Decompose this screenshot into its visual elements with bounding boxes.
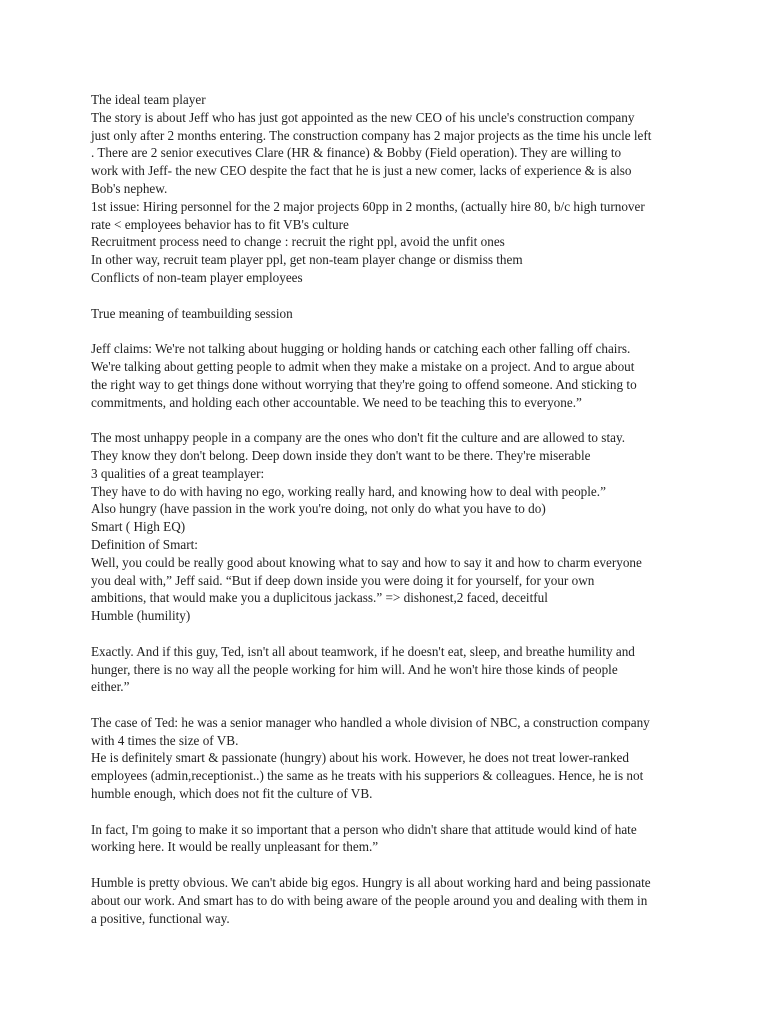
text-line: you deal with,” Jeff said. “But if deep down inside you were doing it for yourself, for your own bbox=[91, 572, 595, 588]
text-line: Smart ( High EQ) bbox=[91, 519, 186, 535]
text-line: He is definitely smart & passionate (hungry) about his work. However, he does not treat lower-ranked bbox=[91, 750, 629, 766]
text-line: humble enough, which does not fit the culture of VB. bbox=[91, 786, 373, 802]
text-line: with 4 times the size of VB. bbox=[91, 732, 239, 748]
text-line: a positive, functional way. bbox=[91, 910, 230, 926]
text-line: Humble (humility) bbox=[91, 608, 191, 624]
text-line: work with Jeff- the new CEO despite the fact that he is just a new comer, lacks of experience & is also bbox=[91, 163, 632, 179]
blank-line bbox=[91, 625, 691, 643]
blank-line bbox=[91, 696, 691, 714]
text-line: just only after 2 months entering. The construction company has 2 major projects as the time his uncle left bbox=[91, 127, 652, 143]
text-line: The story is about Jeff who has just got appointed as the new CEO of his uncle's construction company bbox=[91, 109, 635, 125]
text-line: . There are 2 senior executives Clare (HR & finance) & Bobby (Field operation). They are willing to bbox=[91, 145, 622, 161]
text-line: Well, you could be really good about knowing what to say and how to say it and how to charm everyone bbox=[91, 554, 642, 570]
text-line: 3 qualities of a great teamplayer: bbox=[91, 465, 265, 481]
text-line: In other way, recruit team player ppl, get non-team player change or dismiss them bbox=[91, 252, 523, 268]
text-line: rate < employees behavior has to fit VB's culture bbox=[91, 216, 349, 232]
blank-line bbox=[91, 803, 691, 821]
text-line: 1st issue: Hiring personnel for the 2 major projects 60pp in 2 months, (actually hire 80, b/c high turnover bbox=[91, 198, 645, 214]
text-line: employees (admin,receptionist..) the same as he treats with his supperiors & colleagues. Hence, he is not bbox=[91, 768, 644, 784]
text-line: True meaning of teambuilding session bbox=[91, 305, 293, 321]
text-line: about our work. And smart has to do with being aware of the people around you and dealing with them in bbox=[91, 892, 648, 908]
text-line: either.” bbox=[91, 679, 130, 695]
text-line: Exactly. And if this guy, Ted, isn't all about teamwork, if he doesn't eat, sleep, and breathe humility and bbox=[91, 643, 635, 659]
text-line: They have to do with having no ego, working really hard, and knowing how to deal with people.” bbox=[91, 483, 606, 499]
text-line: working here. It would be really unpleasant for them.” bbox=[91, 839, 379, 855]
document-page bbox=[91, 91, 691, 927]
text-line: Conflicts of non-team player employees bbox=[91, 269, 303, 285]
text-line: commitments, and holding each other accountable. We need to be teaching this to everyone.” bbox=[91, 394, 582, 410]
blank-line bbox=[91, 322, 691, 340]
text-line: We're talking about getting people to admit when they make a mistake on a project. And to argue about bbox=[91, 358, 635, 374]
text-line: Bob's nephew. bbox=[91, 180, 168, 196]
blank-line bbox=[91, 856, 691, 874]
text-line: the right way to get things done without worrying that they're going to offend someone. And sticking to bbox=[91, 376, 637, 392]
text-line: Also hungry (have passion in the work you're doing, not only do what you have to do) bbox=[91, 501, 546, 517]
text-line: Recruitment process need to change : recruit the right ppl, avoid the unfit ones bbox=[91, 234, 505, 250]
text-line: ambitions, that would make you a duplicitous jackass.” => dishonest,2 faced, deceitful bbox=[91, 590, 548, 606]
blank-line bbox=[91, 411, 691, 429]
text-line: Definition of Smart: bbox=[91, 536, 198, 552]
document-title: The ideal team player bbox=[91, 92, 206, 107]
text-line: Jeff claims: We're not talking about hugging or holding hands or catching each other falling off chairs. bbox=[91, 341, 631, 357]
text-line: They know they don't belong. Deep down inside they don't want to be there. They're miserable bbox=[91, 447, 591, 463]
text-line: hunger, there is no way all the people working for him will. And he won't hire those kinds of people bbox=[91, 661, 618, 677]
text-line: The case of Ted: he was a senior manager who handled a whole division of NBC, a construction company bbox=[91, 714, 650, 730]
text-line: In fact, I'm going to make it so important that a person who didn't share that attitude would kind of hate bbox=[91, 821, 637, 837]
text-line: Humble is pretty obvious. We can't abide big egos. Hungry is all about working hard and being passionate bbox=[91, 875, 651, 891]
blank-line bbox=[91, 287, 691, 305]
text-line: The most unhappy people in a company are the ones who don't fit the culture and are allowed to stay. bbox=[91, 430, 625, 446]
